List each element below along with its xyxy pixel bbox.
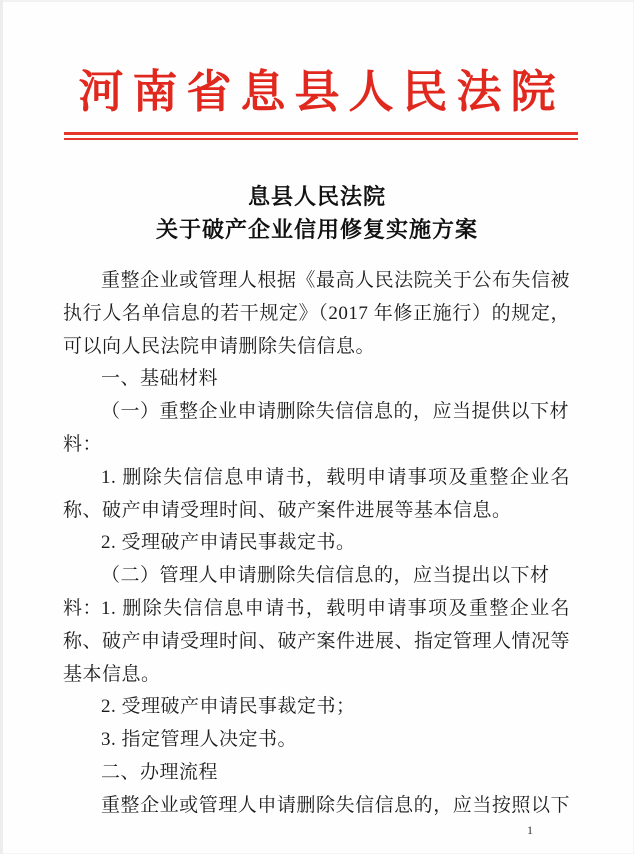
body-line: 2. 受理破产申请民事裁定书； — [101, 696, 356, 718]
body-line: 料： — [63, 433, 103, 455]
document-title-line-1: 息县人民法院 — [247, 184, 386, 209]
document-title-line-2: 关于破产企业信用修复实施方案 — [155, 217, 478, 242]
body-line: 重整企业或管理人申请删除失信信息的，应当按照以下 — [101, 794, 570, 816]
body-line: （一）重整企业申请删除失信信息的，应当提供以下材 — [101, 401, 570, 423]
document-body — [63, 265, 570, 823]
letterhead-court-name: 河南省息县人民法院 — [78, 67, 565, 117]
page-number: 1 — [527, 823, 533, 837]
body-line: 基本信息。 — [63, 663, 161, 685]
body-line: 1. 删除失信信息申请书，载明申请事项及重整企业名 — [101, 597, 570, 619]
body-line: 执行人名单信息的若干规定》（2017 年修正施行）的规定， — [63, 302, 570, 324]
document-title — [0, 180, 634, 246]
body-line: 称、破产申请受理时间、破产案件进展、指定管理人情况等 — [63, 630, 571, 652]
body-line: 二、办理流程 — [101, 761, 219, 783]
body-line: 称、破产申请受理时间、破产案件进展等基本信息。 — [63, 499, 512, 521]
body-line: 重整企业或管理人根据《最高人民法院关于公布失信被 — [101, 270, 570, 291]
body-line: 3. 指定管理人决定书。 — [101, 729, 298, 751]
body-line: 一、基础材料 — [101, 368, 219, 390]
letterhead-divider-line — [64, 132, 578, 140]
body-line: 可以向人民法院申请删除失信信息。 — [63, 335, 376, 357]
body-line: （二）管理人申请删除失信信息的，应当提出以下材料： — [63, 565, 550, 619]
body-line: 2. 受理破产申请民事裁定书。 — [101, 532, 356, 554]
body-line: 1. 删除失信信息申请书，载明申请事项及重整企业名 — [101, 466, 570, 488]
